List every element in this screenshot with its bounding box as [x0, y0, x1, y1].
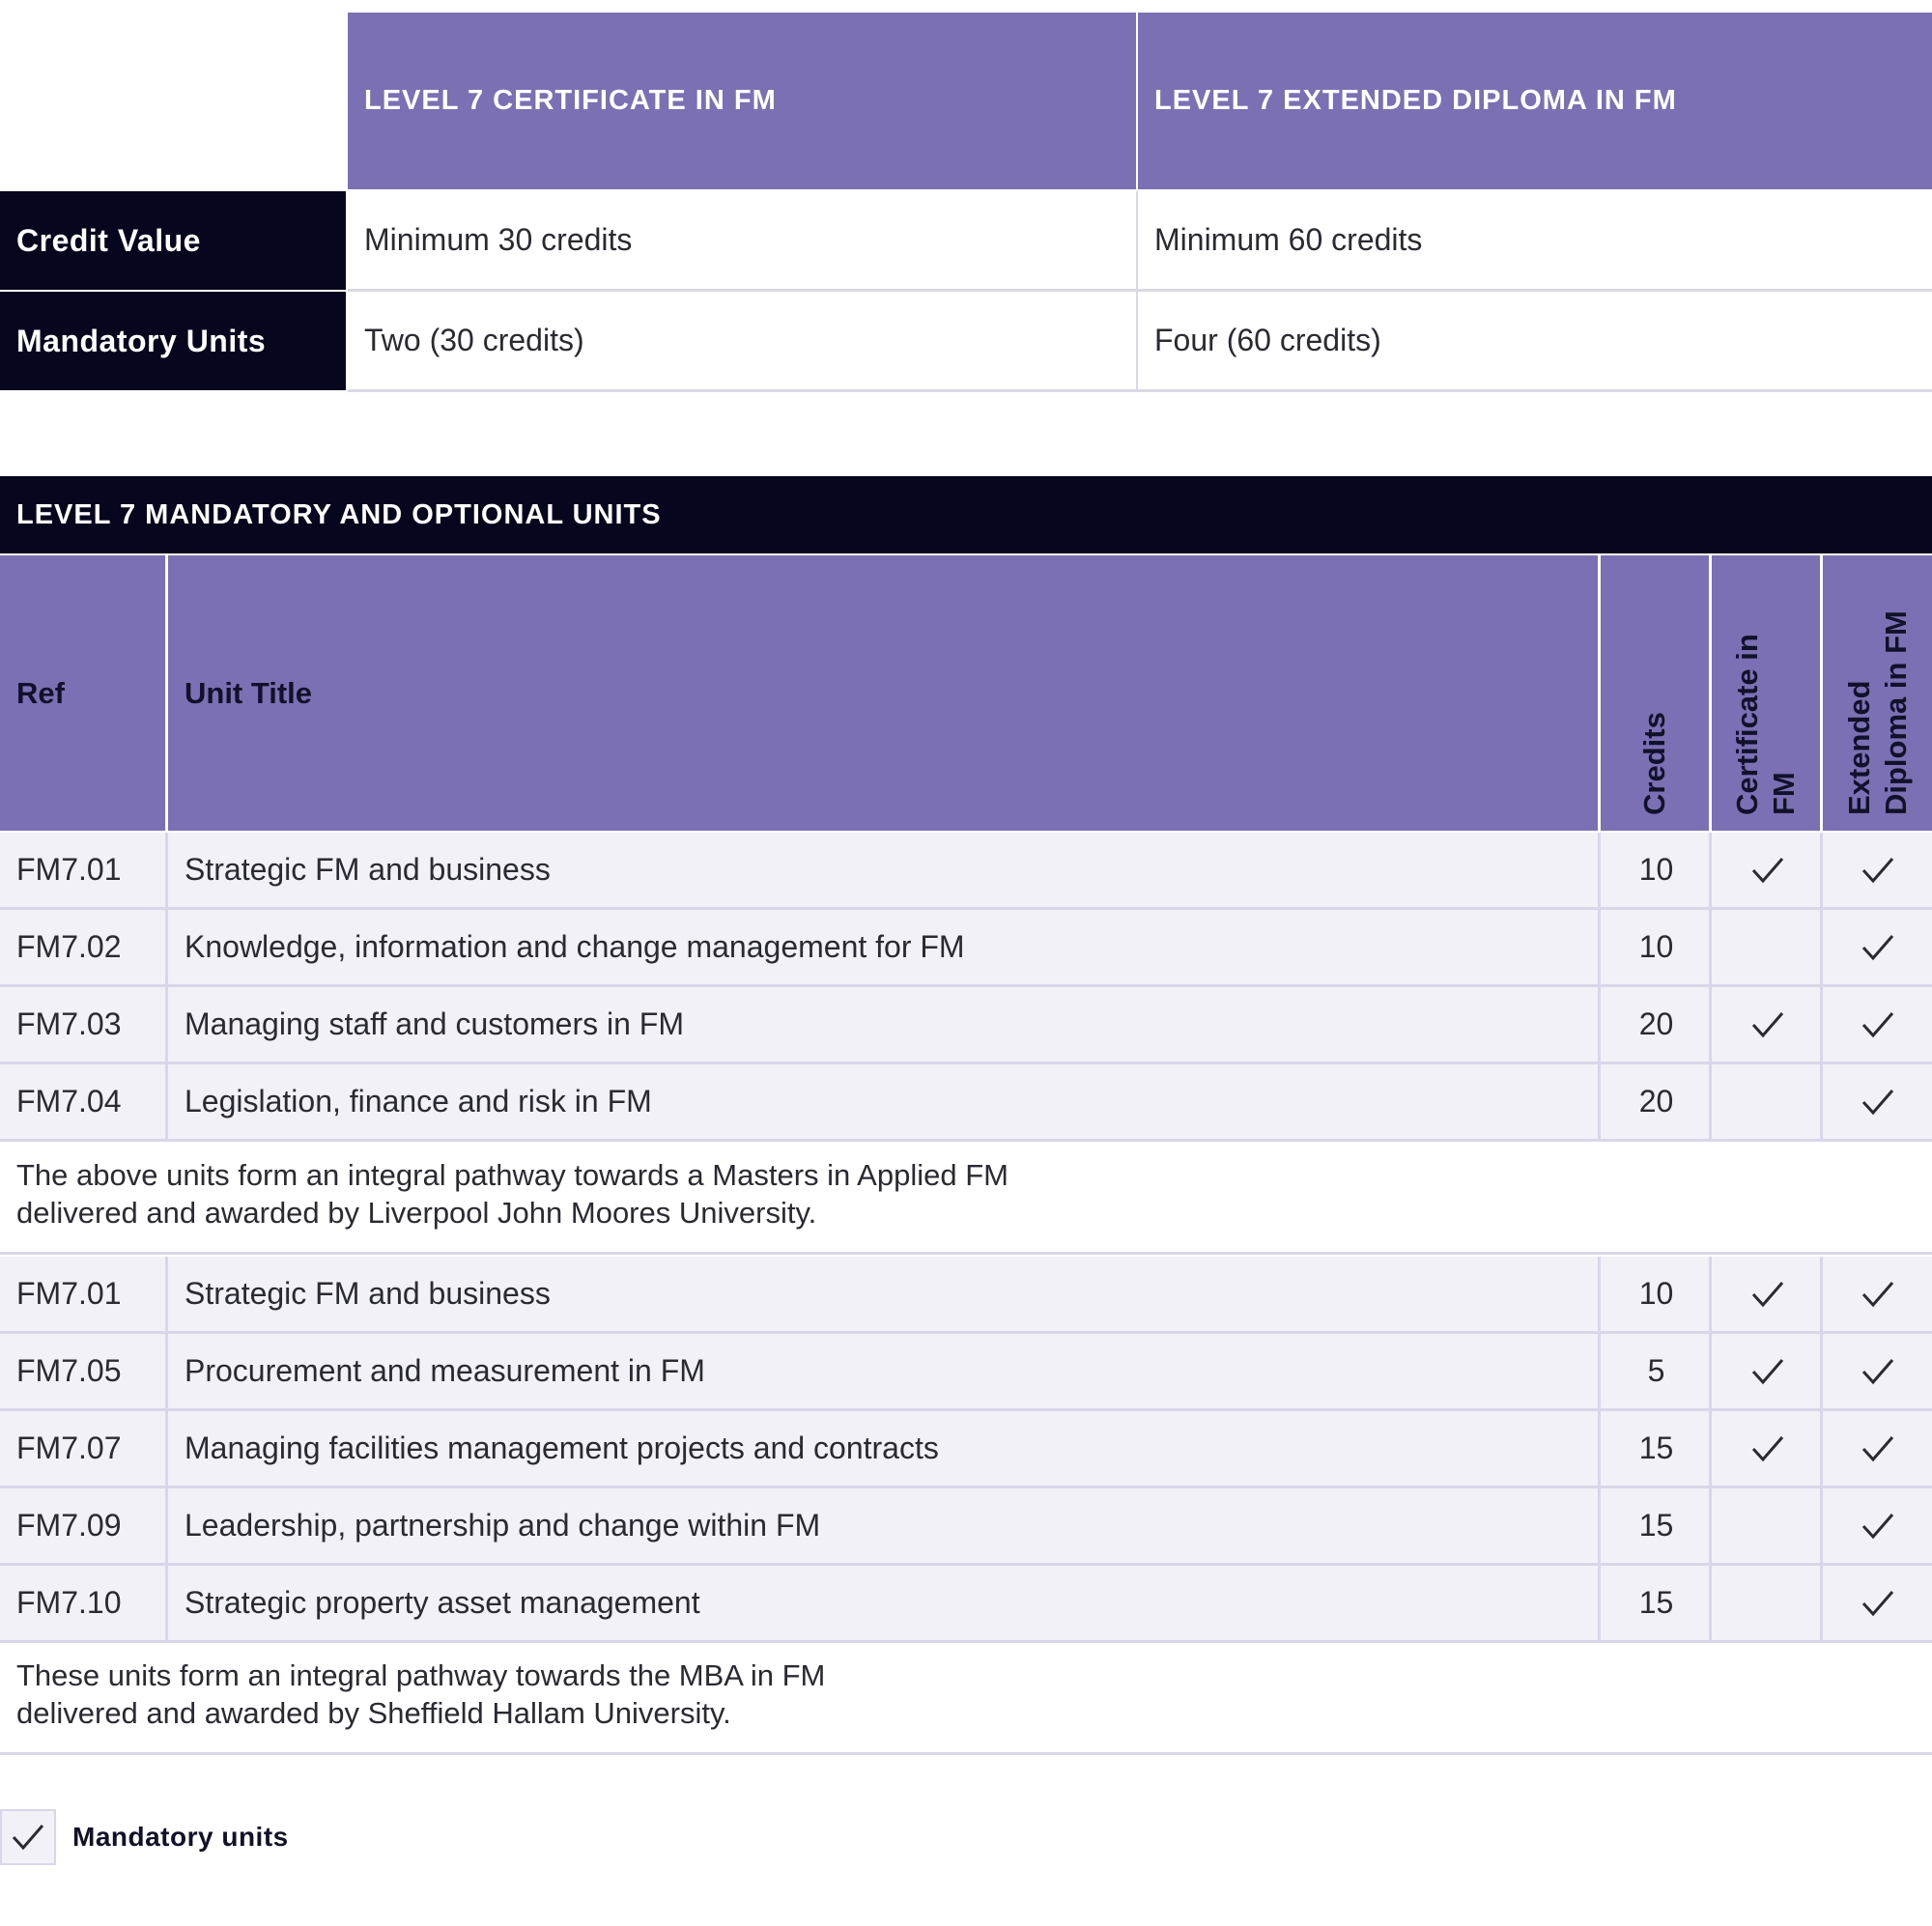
checkmark-icon [1861, 856, 1895, 885]
cell-text: Two (30 credits) [364, 323, 584, 357]
unit-diploma-cell [1823, 1334, 1932, 1411]
column-divider [1598, 1257, 1601, 1643]
column-divider [1136, 191, 1138, 392]
unit-cert-cell [1712, 833, 1823, 910]
unit-title: Legislation, finance and risk in FM [185, 1084, 652, 1119]
unit-ref: FM7.01 [16, 1276, 122, 1311]
header-text-line: FM [1767, 772, 1801, 815]
header-divider [1709, 555, 1712, 831]
unit-ref-cell [0, 1064, 168, 1142]
unit-title-cell [168, 833, 1601, 910]
diploma-credit-value [1138, 191, 1932, 292]
checkmark-icon [1861, 1088, 1895, 1117]
unit-credits-cell [1601, 833, 1712, 910]
cert-column-header [348, 13, 1136, 189]
header-certificate [1712, 555, 1820, 831]
note-line: These units form an integral pathway towards the MBA in FM [16, 1658, 826, 1692]
unit-ref-cell [0, 1411, 168, 1488]
note-line: delivered and awarded by Sheffield Hallam University. [16, 1696, 731, 1730]
column-divider [1820, 833, 1823, 1142]
unit-cert-cell [1712, 1334, 1823, 1411]
pathway-note-shu [0, 1643, 1932, 1755]
unit-title: Leadership, partnership and change within FM [185, 1508, 821, 1543]
header-text-line: Diploma in FM [1878, 610, 1913, 815]
header-text: Ref [16, 675, 65, 710]
header-divider [1820, 555, 1823, 831]
unit-ref: FM7.01 [16, 852, 122, 887]
unit-title-cell [168, 1334, 1601, 1411]
row-label: Credit Value [16, 222, 201, 258]
column-divider [165, 833, 168, 1142]
note-line: delivered and awarded by Liverpool John Moores University. [16, 1196, 817, 1230]
cell-text: Minimum 60 credits [1154, 222, 1423, 257]
units-table-title [0, 476, 1932, 553]
header-ref [0, 555, 165, 831]
unit-diploma-cell [1823, 833, 1932, 910]
unit-title: Managing staff and customers in FM [185, 1006, 684, 1041]
unit-credits-cell [1601, 1064, 1712, 1142]
unit-credits: 10 [1638, 929, 1674, 964]
unit-diploma-cell [1823, 987, 1932, 1064]
unit-diploma-cell [1823, 910, 1932, 987]
unit-credits-cell [1601, 1257, 1712, 1334]
unit-title: Knowledge, information and change management for FM [185, 929, 965, 964]
diploma-column-header [1138, 13, 1932, 189]
header-divider [1598, 555, 1601, 831]
legend-swatch [0, 1809, 56, 1865]
unit-cert-cell [1712, 1411, 1823, 1488]
header-diploma-text [1841, 610, 1915, 815]
checkmark-icon [1861, 1589, 1895, 1618]
column-divider [1598, 833, 1601, 1142]
unit-credits: 15 [1638, 1430, 1674, 1465]
unit-credits-cell [1601, 910, 1712, 987]
unit-credits-cell [1601, 1566, 1712, 1643]
unit-ref-cell [0, 1257, 168, 1334]
header-text-line: Certificate in [1730, 634, 1764, 815]
cert-column-title: LEVEL 7 CERTIFICATE IN FM [364, 85, 777, 116]
unit-cert-cell [1712, 1257, 1823, 1334]
unit-title: Strategic FM and business [185, 852, 551, 887]
unit-cert-cell [1712, 1488, 1823, 1566]
credit-value-label [0, 191, 346, 290]
column-divider [1709, 833, 1712, 1142]
unit-title: Strategic FM and business [185, 1276, 551, 1311]
header-certificate-text [1729, 634, 1803, 815]
unit-title-cell [168, 1411, 1601, 1488]
header-text-line: Extended [1841, 680, 1876, 815]
checkmark-icon [1861, 1280, 1895, 1309]
unit-diploma-cell [1823, 1411, 1932, 1488]
unit-diploma-cell [1823, 1566, 1932, 1643]
header-text: Credits [1637, 712, 1671, 815]
unit-credits-cell [1601, 1334, 1712, 1411]
diploma-column-title: LEVEL 7 EXTENDED DIPLOMA IN FM [1154, 85, 1677, 116]
unit-ref: FM7.05 [16, 1353, 122, 1388]
legend-text: Mandatory units [72, 1822, 289, 1852]
unit-credits: 20 [1638, 1084, 1674, 1119]
unit-credits: 5 [1647, 1353, 1665, 1388]
unit-ref-cell [0, 833, 168, 910]
unit-title-cell [168, 1566, 1601, 1643]
cert-mandatory-units [348, 292, 1136, 392]
unit-ref: FM7.02 [16, 929, 122, 964]
unit-ref: FM7.07 [16, 1430, 122, 1465]
header-text: Unit Title [185, 675, 313, 710]
unit-ref: FM7.03 [16, 1006, 122, 1041]
unit-title-cell [168, 987, 1601, 1064]
note-line: The above units form an integral pathway towards a Masters in Applied FM [16, 1158, 1009, 1192]
cell-text: Four (60 credits) [1154, 323, 1381, 357]
unit-credits: 15 [1638, 1508, 1674, 1543]
header-credits-text [1636, 712, 1673, 815]
unit-title-cell [168, 910, 1601, 987]
unit-ref-cell [0, 910, 168, 987]
checkmark-icon [11, 1823, 45, 1852]
unit-cert-cell [1712, 1566, 1823, 1643]
row-label: Mandatory Units [16, 323, 267, 358]
pathway-note-ljmu [0, 1143, 1932, 1255]
unit-ref: FM7.09 [16, 1508, 122, 1543]
unit-credits: 10 [1638, 852, 1674, 887]
column-divider [165, 1257, 168, 1643]
checkmark-icon [1861, 933, 1895, 962]
unit-credits-cell [1601, 1488, 1712, 1566]
unit-title-cell [168, 1257, 1601, 1334]
checkmark-icon [1861, 1357, 1895, 1386]
unit-diploma-cell [1823, 1488, 1932, 1566]
unit-title-cell [168, 1064, 1601, 1142]
unit-diploma-cell [1823, 1257, 1932, 1334]
unit-ref-cell [0, 1334, 168, 1411]
legend-label [72, 1809, 289, 1865]
checkmark-icon [1861, 1512, 1895, 1541]
cell-text: Minimum 30 credits [364, 222, 633, 257]
unit-ref: FM7.10 [16, 1585, 122, 1620]
unit-cert-cell [1712, 1064, 1823, 1142]
header-diploma [1823, 555, 1932, 831]
table-title-text: LEVEL 7 MANDATORY AND OPTIONAL UNITS [16, 498, 662, 530]
unit-title: Strategic property asset management [185, 1585, 700, 1620]
unit-cert-cell [1712, 987, 1823, 1064]
unit-credits-cell [1601, 1411, 1712, 1488]
diploma-mandatory-units [1138, 292, 1932, 392]
unit-title: Procurement and measurement in FM [185, 1353, 705, 1388]
column-divider [1709, 1257, 1712, 1643]
mandatory-units-label [0, 292, 346, 390]
unit-ref: FM7.04 [16, 1084, 122, 1119]
unit-ref-cell [0, 1566, 168, 1643]
unit-title-cell [168, 1488, 1601, 1566]
unit-credits: 15 [1638, 1585, 1674, 1620]
column-divider [1820, 1257, 1823, 1643]
header-unit-title [168, 555, 1598, 831]
checkmark-icon [1750, 1434, 1785, 1463]
unit-credits: 20 [1638, 1006, 1674, 1041]
cert-credit-value [348, 191, 1136, 292]
unit-ref-cell [0, 1488, 168, 1566]
checkmark-icon [1750, 1357, 1785, 1386]
unit-ref-cell [0, 987, 168, 1064]
checkmark-icon [1750, 1010, 1785, 1039]
header-divider [165, 555, 168, 831]
unit-credits: 10 [1638, 1276, 1674, 1311]
unit-title: Managing facilities management projects and contracts [185, 1430, 939, 1465]
header-credits [1601, 555, 1709, 831]
unit-credits-cell [1601, 987, 1712, 1064]
checkmark-icon [1861, 1434, 1895, 1463]
checkmark-icon [1750, 856, 1785, 885]
checkmark-icon [1750, 1280, 1785, 1309]
unit-diploma-cell [1823, 1064, 1932, 1142]
checkmark-icon [1861, 1010, 1895, 1039]
unit-cert-cell [1712, 910, 1823, 987]
